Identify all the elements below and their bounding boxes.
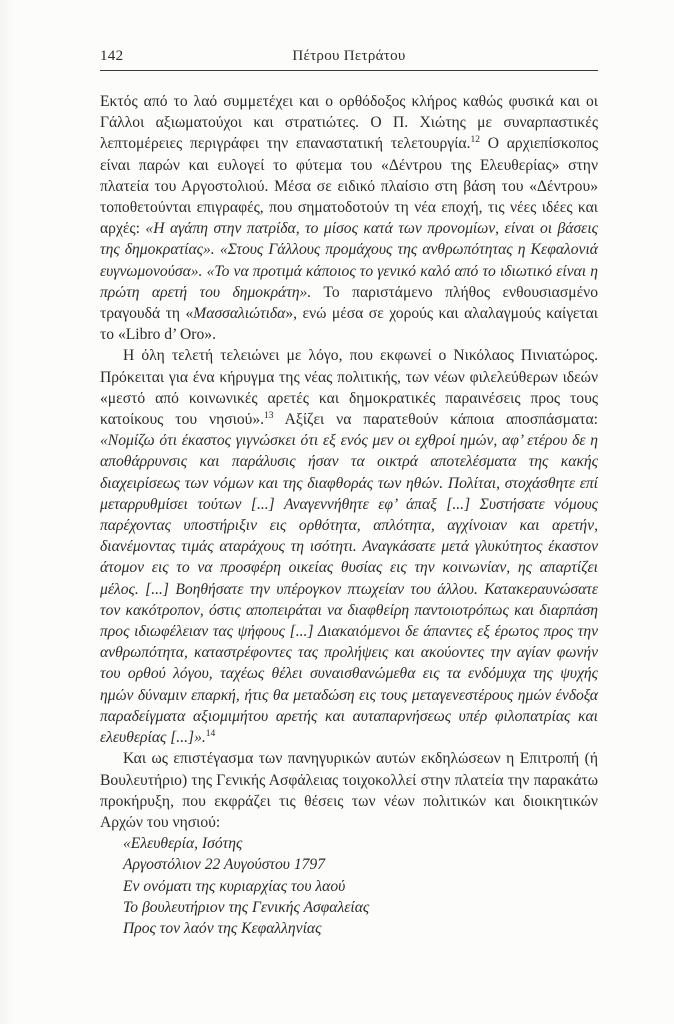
text-run: Αξίζει να παρατεθούν κάποια αποσπάσματα:: [273, 411, 598, 429]
footnote-ref-13: 13: [264, 410, 274, 421]
proclamation-line: «Ελευθερία, Ισότης: [123, 835, 243, 853]
text-run: », ενώ μέσα σε χορούς και αλαλαγμούς καίγεται το «Libro d’ Oro».: [100, 305, 598, 344]
paragraph-proclamation-intro: [100, 748, 598, 833]
quote-marseillaise: Μασσαλιώτιδα: [193, 305, 286, 323]
footnote-ref-14: 14: [205, 728, 216, 739]
text-run: Η όλη τελετή τελειώνει με λόγο, που εκφωνεί ο Νικόλαος Πινιατώρος. Πρόκειται για ένα κήρυγμα της νέας πολιτικής, των νέων φιλελεύθερων ιδεών «μεστό από κοινωνικές αρετές και δημοκρατικές παραινέσεις προς τους κατοίκους του νησιού».: [100, 347, 598, 429]
proclamation-block: [100, 833, 598, 939]
text-run: Το παριστάμενο πλήθος ενθουσιασμένο τραγουδά τη «: [100, 283, 598, 323]
text-run: Και ως επιστέγασμα των πανηγυρικών αυτών εκδηλώσεων η Επιτροπή (ή Βουλευτήριο) της Γενικής Ασφάλειας τοιχοκολλεί στην πλατεία την παρακάτω προκήρυξη, που εκφράζει τις θέσεις των νέων πολιτικών και διοικητικών Αρχών του νησιού:: [100, 750, 598, 831]
proclamation-line: Αργοστόλιον 22 Αυγούστου 1797: [123, 856, 326, 874]
quote-speech-excerpt: «Νομίζω ότι έκαστος γιγνώσκει ότι εξ ενός μεν οι εχθροί ημών, αφ’ ετέρου δε η αποθάρρυνσις και παράλυσις ήσαν τα οικτρά αποτελέσματα της κακής διαχειρίσεως των νόμων και της διαφθοράς των ηθών. Πολίται, στοχάσθητε επί μεταρρυθμίσει τούτων [...] Αναγεννήθητε εφ’ άπαξ [...] Συστήσατε νόμους παρέχοντας υποστήριξιν εις ορθότητα, απλότητα, αγχίνοιαν και αρετήν, διανέμοντας τιμάς αταράχους τη ισότητι. Αναγκάσατε μετά γλυκύτητος έκαστον άτομον εις το να προσφέρη οικείας θυσίας εις την κοινωνίαν, ης απαρτίζει μέλος. [...] Βοηθήσατε την υπέρογκον πτωχείαν του άλλου. Κατακεραυνώσατε τον κακότροπον, όστις αποπειράται να διαφθείρη παντοιοτρόπως και διαρπάση προς ιδιωφέλειαν τας ψήφους [...] Διακαιόμενοι δε άπαντες εξ έρωτος προς την ανθρωπότητα, καταστρέφοντες τας προλήψεις και ακούοντες την αγίαν φωνήν του ορθού λόγου, ταχέως θέλει συναισθανώμεθα εις τα ενδόμυχα της ψυχής ημών δύναμιν επαρκή, ήτις θα μεταδώση εις τους μεταγενεστέρους ημών ένδοξα παραδείγματα αξιομιμήτου αρετής και αυταπαρνήσεως υπέρ φιλοπατρίας και ελευθερίας [...]».: [100, 432, 598, 747]
page-number: 142: [100, 48, 124, 64]
page-body: [100, 91, 598, 939]
page-header: [100, 48, 598, 71]
proclamation-line: Το βουλευτήριον της Γενικής Ασφαλείας: [123, 898, 370, 916]
text-run: Ο αρχιεπίσκοπος είναι παρών και ευλογεί το φύτεμα του «Δέντρου της Ελευθερίας» στην πλατεία του Αργοστολιού. Μέσα σε ειδικό πλαίσιο στη βάση του «Δέντρου» τοποθετούνται επιγραφές, που σηματοδοτούν τη νέα εποχή, τις νέες ιδέες και αρχές:: [100, 135, 598, 238]
proclamation-line: Προς τον λαόν της Κεφαλληνίας: [123, 919, 322, 937]
footnote-ref-12: 12: [470, 135, 480, 146]
running-head: Πέτρου Πετράτου: [292, 48, 406, 64]
paragraph-speech: [100, 345, 598, 748]
quote-inscriptions: «Η αγάπη στην πατρίδα, το μίσος κατά των προνομίων, είναι οι βάσεις της δημοκρατίας». «Στους Γάλλους προμάχους της ανθρωπότητας η Κεφαλονιά ευγνωμονούσα». «Το να προτιμά κάποιος το γενικό καλό από το ιδιωτικό είναι η πρώτη αρετή του δημοκράτη».: [100, 220, 598, 301]
text-run: Εκτός από το λαό συμμετέχει και ο ορθόδοξος κλήρος καθώς φυσικά και οι Γάλλοι αξιωματούχοι και στρατιώτες. Ο Π. Χιώτης με συναρπαστικές λεπτομέρειες περιγράφει την επαναστατική τελετουργία.: [100, 93, 598, 153]
proclamation-line: Εν ονόματι της κυριαρχίας του λαού: [123, 877, 346, 895]
paragraph-ceremony: [100, 91, 598, 345]
